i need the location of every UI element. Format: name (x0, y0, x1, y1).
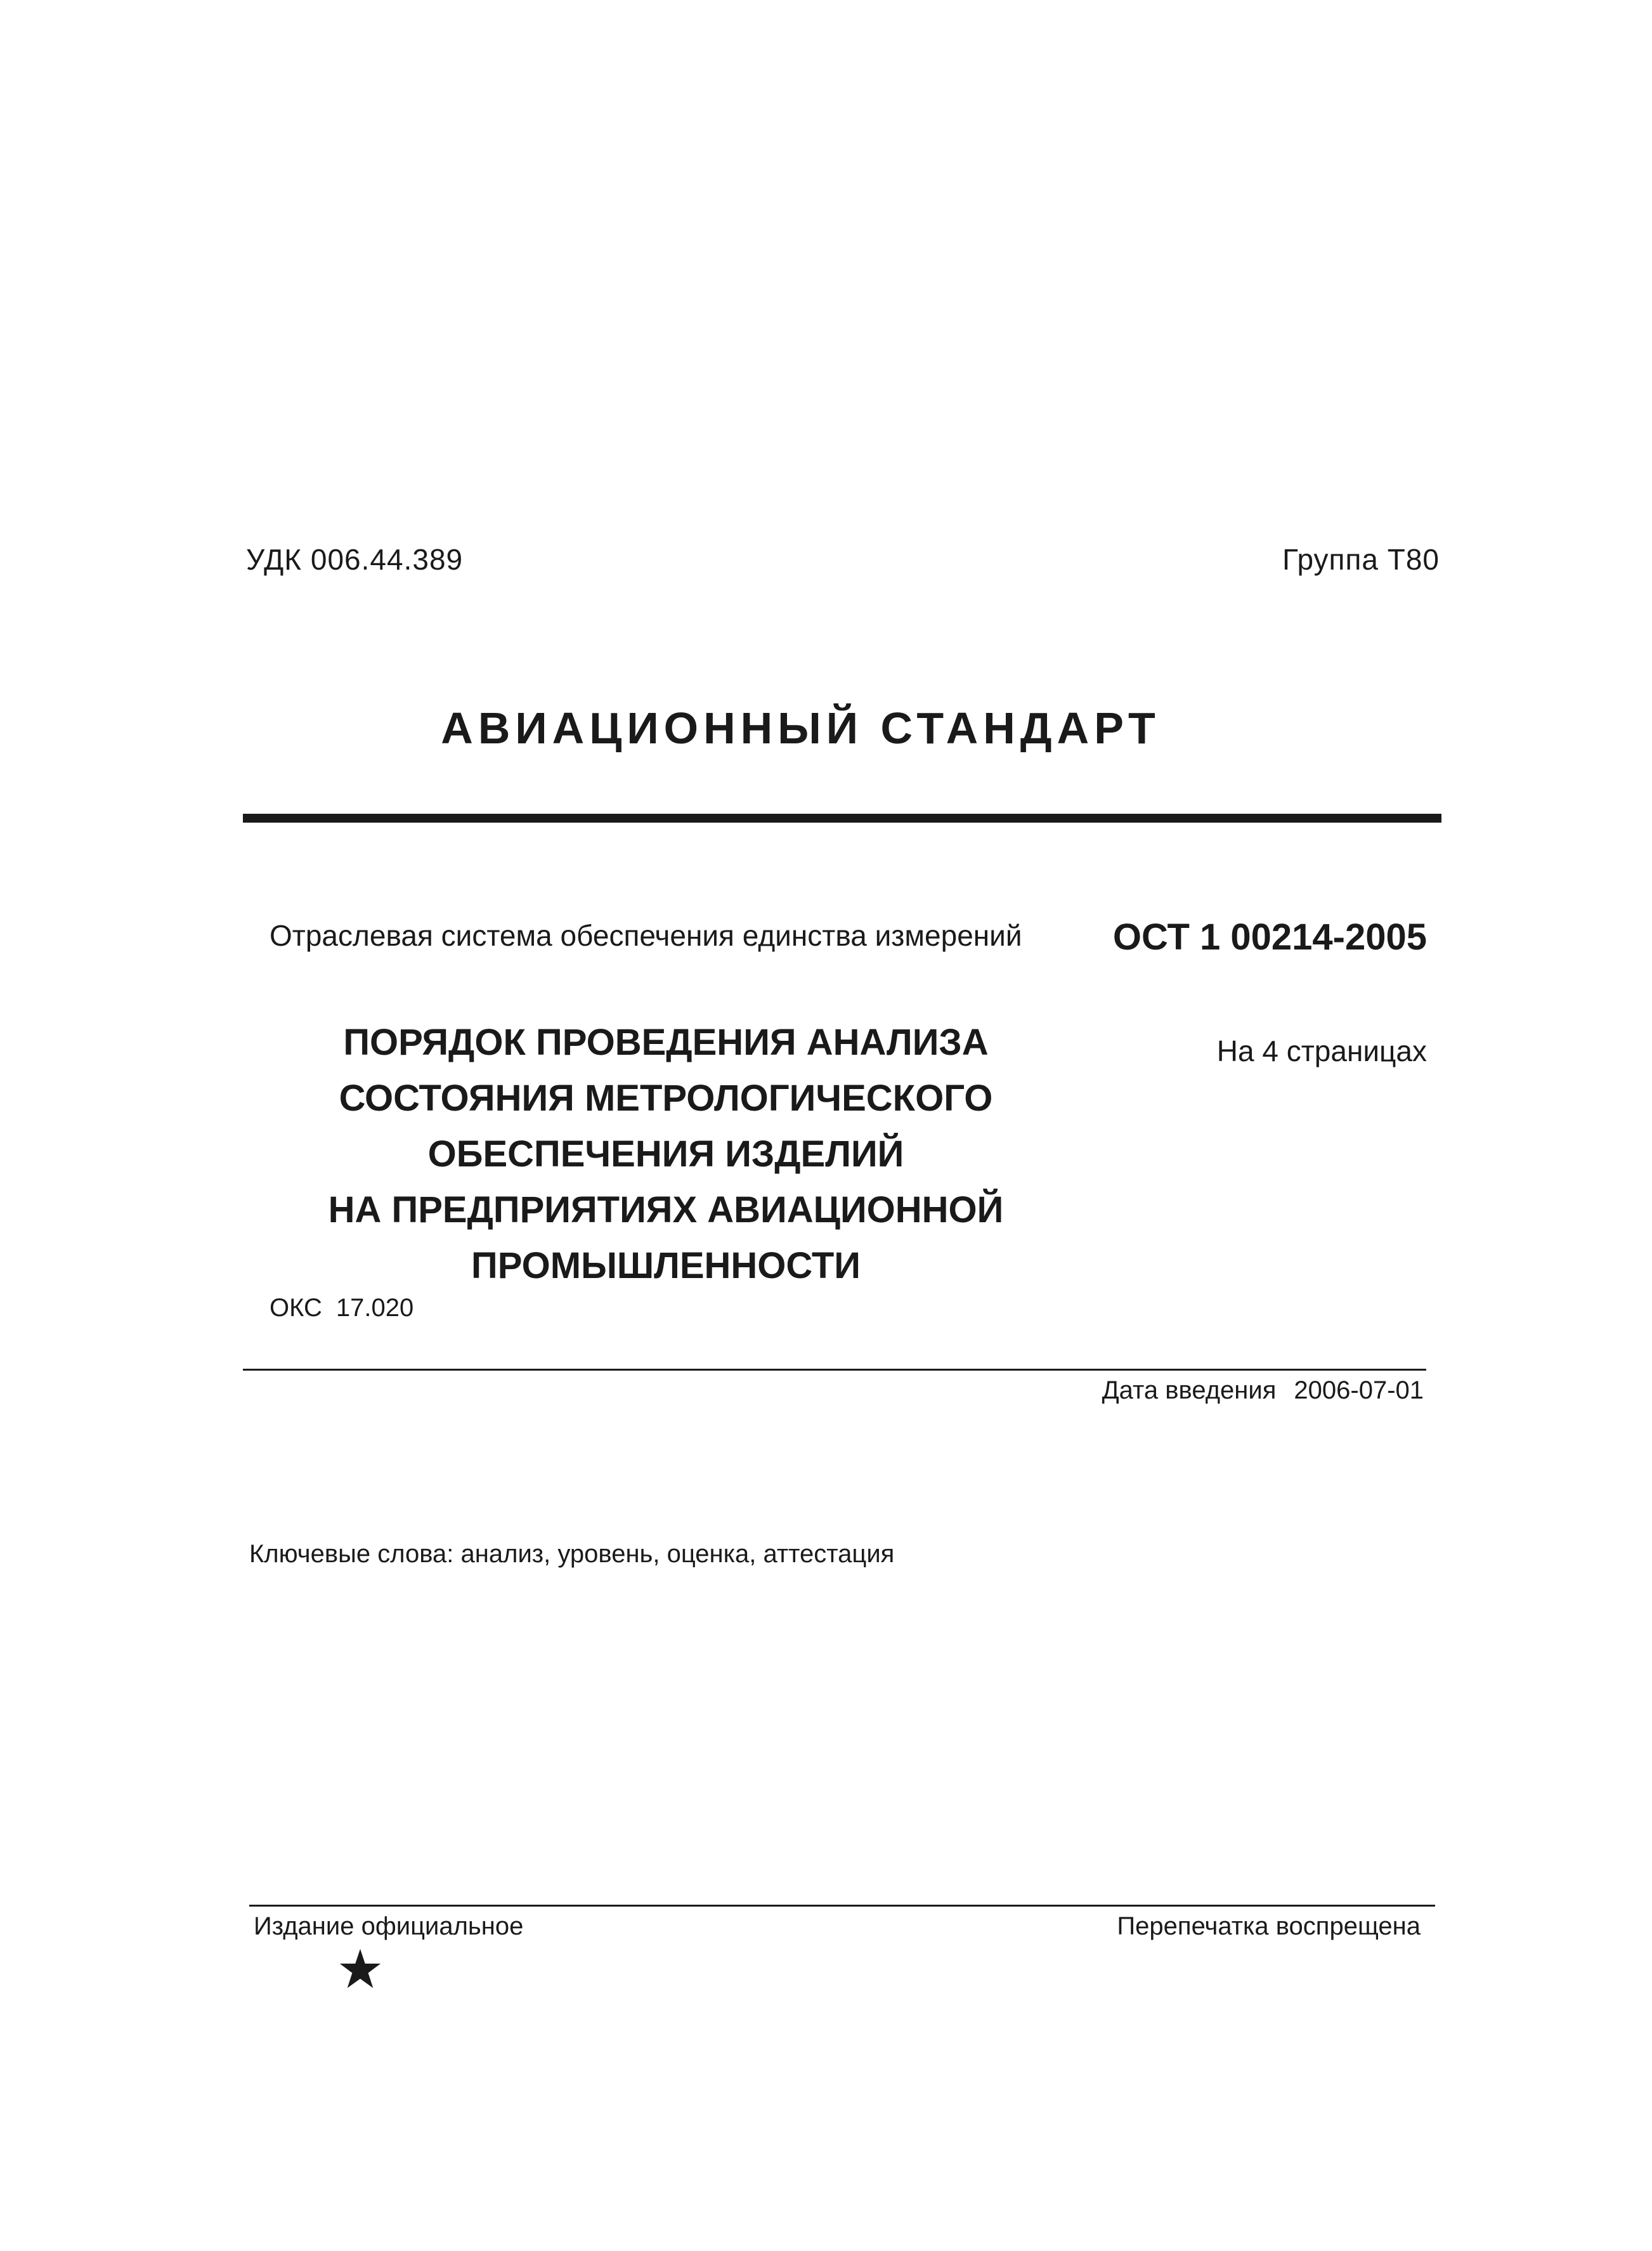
document-title (311, 1015, 1021, 1294)
udk-code: УДК 006.44.389 (246, 543, 464, 576)
page-title: АВИАЦИОННЫЙ СТАНДАРТ (441, 703, 1161, 753)
oks-code: 17.020 (335, 1294, 414, 1322)
measurement-system-label: Отраслевая система обеспечения единства измерений (270, 919, 1022, 952)
standard-designation: ОСТ 1 00214-2005 (1112, 917, 1427, 958)
introduction-date (1102, 1376, 1424, 1405)
footer-divider (249, 1905, 1435, 1907)
document-title-line: СОСТОЯНИЯ МЕТРОЛОГИЧЕСКОГО (339, 1078, 993, 1119)
title-divider (243, 814, 1441, 823)
page-count: На 4 страницах (1216, 1034, 1427, 1067)
introduction-date-value: 2006-07-01 (1294, 1376, 1424, 1404)
document-title-line: ПРОМЫШЛЕННОСТИ (471, 1245, 861, 1286)
document-title-line: НА ПРЕДПРИЯТИЯХ АВИАЦИОННОЙ (328, 1189, 1004, 1230)
star-icon-graphic (338, 1947, 382, 1992)
introduction-date-label: Дата введения (1102, 1376, 1277, 1404)
document-title-line: ПОРЯДОК ПРОВЕДЕНИЯ АНАЛИЗА (343, 1022, 989, 1063)
official-edition-label: Издание официальное (254, 1912, 524, 1940)
star-icon (338, 1947, 382, 1992)
oks-label: ОКС (270, 1294, 322, 1322)
classification-divider (243, 1369, 1426, 1371)
document-title-line: ОБЕСПЕЧЕНИЯ ИЗДЕЛИЙ (427, 1133, 904, 1175)
oks-classification (270, 1294, 413, 1322)
keywords: Ключевые слова: анализ, уровень, оценка, аттестация (249, 1540, 895, 1568)
reprint-notice: Перепечатка воспрещена (1117, 1912, 1421, 1940)
group-code: Группа Т80 (1282, 543, 1440, 576)
